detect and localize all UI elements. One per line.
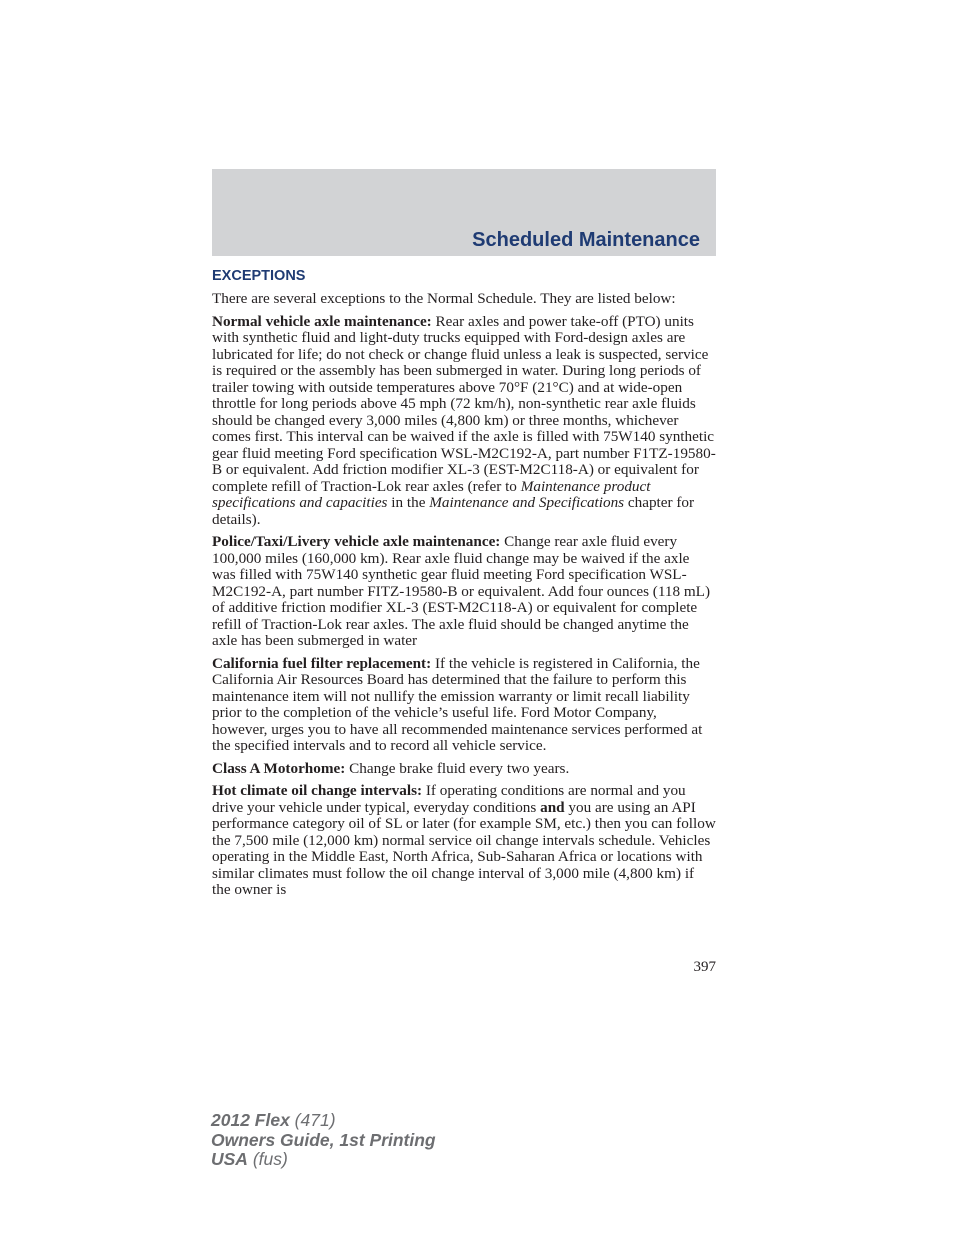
axle-reference-specs: Maintenance product specifications and capacities bbox=[212, 477, 651, 511]
california-label: California fuel filter replacement: bbox=[212, 654, 432, 672]
motorhome-paragraph bbox=[212, 761, 716, 778]
axle-reference-chapter: Maintenance and Specifications bbox=[429, 494, 625, 511]
california-text: If the vehicle is registered in California, the California Air Resources Board has determined that the failure to perform this maintenance item will not nullify the emission warranty or limit recall liability prior to the completion of the vehicle’s useful life. Ford Motor Company, however, urges you to have all recommended maintenance services performed at the specified intervals and to record all vehicle service. bbox=[212, 654, 703, 754]
axle-text: Rear axles and power take-off (PTO) units with synthetic fluid and light-duty trucks equipped with Ford-design axles are lubricated for life; do not check or change fluid unless a leak is suspected, service is required or the assembly has been submerged in water. During long periods of trailer towing with outside temperatures above 70°F (21°C) and at wide-open throttle for long periods above 45 mph (72 km/h), non-synthetic rear axle fluids should be changed every 3,000 miles (4,800 km) or three months, whichever comes first. This interval can be waived if the axle is filled with 75W140 synthetic gear fluid meeting Ford specification WSL-M2C192-A, part number F1TZ-19580-B or equivalent. Add friction modifier XL-3 (EST-M2C118-A) or equivalent for complete refill of Traction-Lok rear axles (refer to bbox=[212, 312, 716, 495]
hot-climate-label: Hot climate oil change intervals: bbox=[212, 782, 423, 799]
footer-guide: Owners Guide, 1st Printing bbox=[211, 1129, 436, 1150]
footer-model-code: (471) bbox=[289, 1110, 336, 1130]
axle-text-3: chapter for details). bbox=[212, 494, 695, 528]
hot-climate-emphasis: and bbox=[540, 798, 565, 816]
motorhome-text: Change brake fluid every two years. bbox=[345, 759, 570, 777]
hot-climate-text: If operating conditions are normal and you drive your vehicle under typical, everyday conditions bbox=[212, 782, 686, 816]
footer-market-line bbox=[211, 1150, 436, 1170]
main-content bbox=[212, 266, 716, 905]
axle-paragraph bbox=[212, 314, 716, 529]
police-text: Change rear axle fluid every 100,000 miles (160,000 km). Rear axle fluid change may be waived if the axle was filled with 75W140 synthetic gear fluid meeting Ford specification WSL-M2C192-A, part number FITZ-19580-B or equivalent. Add four ounces (118 mL) of additive friction modifier XL-3 (EST-M2C118-A) or equivalent for complete refill of Traction-Lok rear axles. The axle fluid should be changed anytime the axle has been submerged in water bbox=[212, 533, 710, 649]
footer bbox=[211, 1111, 436, 1170]
axle-text-2: in the bbox=[387, 494, 430, 511]
page-number: 397 bbox=[693, 959, 716, 975]
police-label: Police/Taxi/Livery vehicle axle maintenance: bbox=[212, 533, 501, 550]
footer-guide-line bbox=[211, 1131, 436, 1151]
hot-climate-paragraph bbox=[212, 783, 716, 899]
section-heading: EXCEPTIONS bbox=[212, 268, 306, 284]
police-paragraph bbox=[212, 534, 716, 650]
footer-market: USA bbox=[211, 1149, 248, 1169]
footer-model: 2012 Flex bbox=[211, 1110, 290, 1130]
axle-label: Normal vehicle axle maintenance: bbox=[212, 312, 432, 330]
page-title: Scheduled Maintenance bbox=[472, 229, 700, 251]
motorhome-label: Class A Motorhome: bbox=[212, 759, 346, 777]
intro-paragraph: There are several exceptions to the Normal Schedule. They are listed below: bbox=[212, 290, 676, 307]
footer-model-line bbox=[211, 1111, 436, 1131]
footer-market-code: (fus) bbox=[247, 1149, 288, 1169]
hot-climate-text-2: you are using an API performance category oil of SL or later (for example SM, etc.) then you can follow the 7,500 mile (12,000 km) normal service oil change intervals schedule. Vehicles operating in the Middle East, North Africa, Sub-Saharan Africa or locations with similar climates must follow the oil change interval of 3,000 mile (4,800 km) if the owner is bbox=[212, 798, 716, 898]
california-paragraph bbox=[212, 656, 716, 755]
section-header-band bbox=[212, 169, 716, 256]
